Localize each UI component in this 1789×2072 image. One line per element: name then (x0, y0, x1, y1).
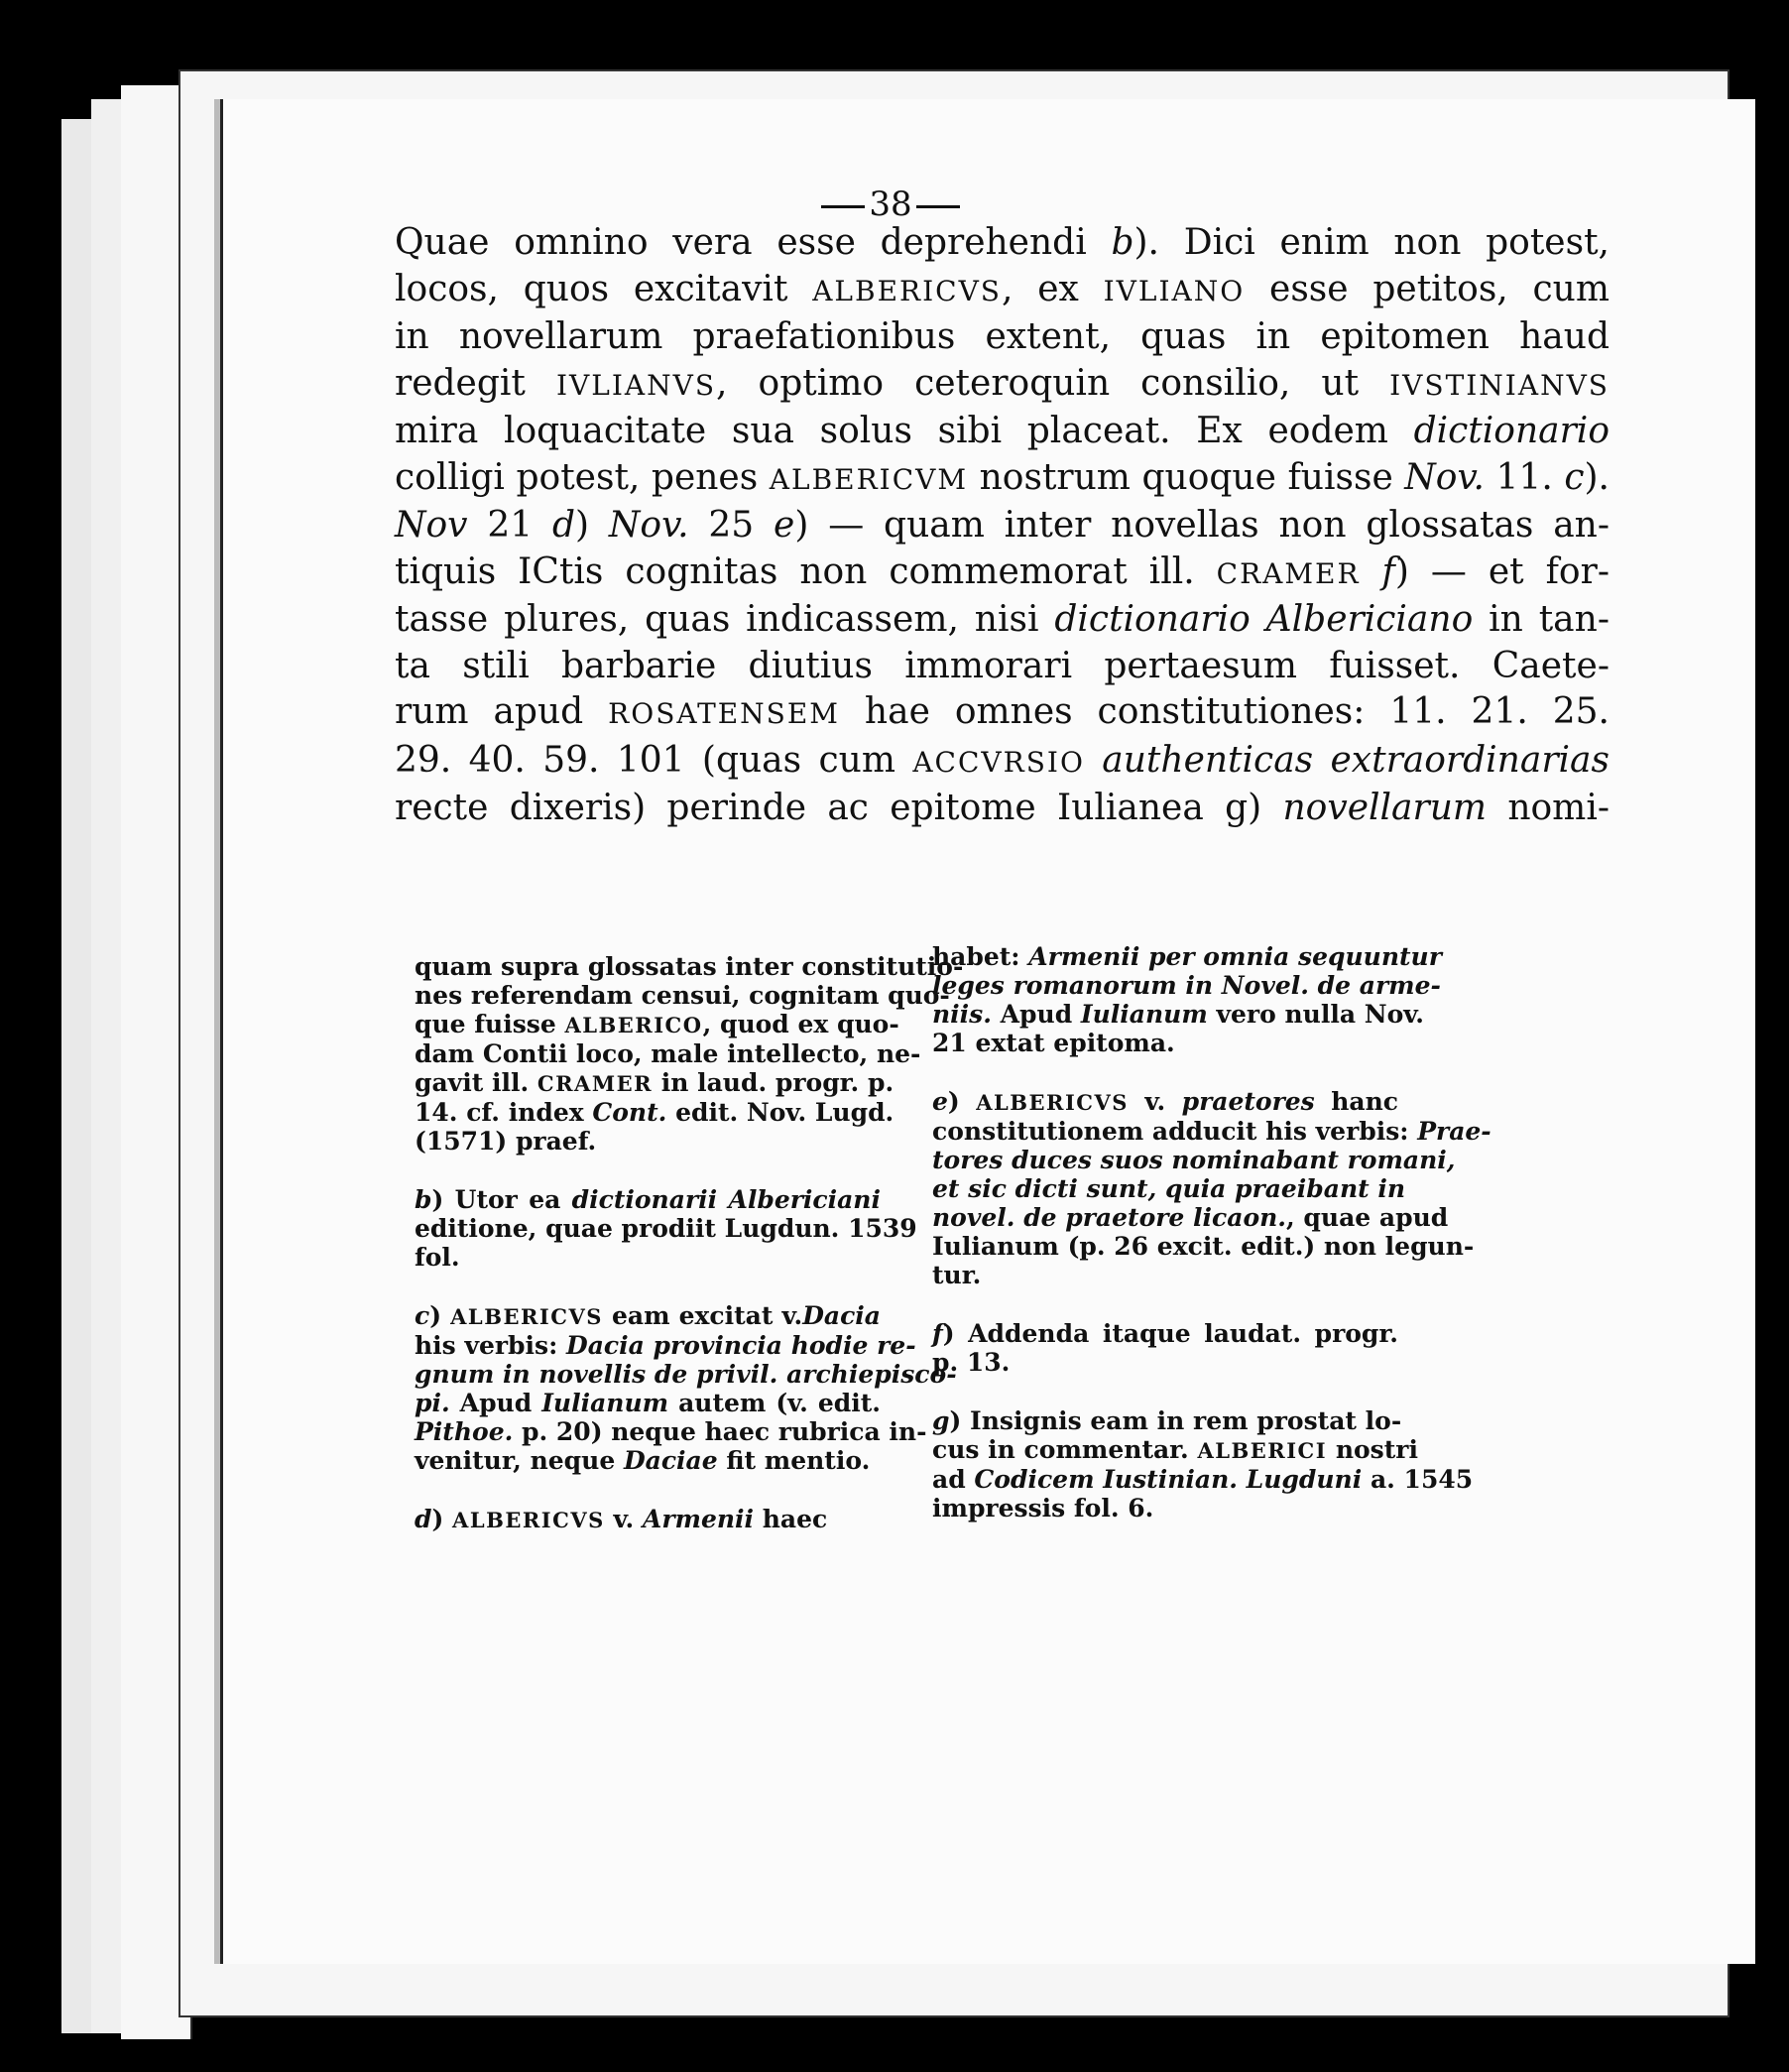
text-run: Quae omnino vera esse deprehendi (395, 222, 1112, 263)
text-run: Apud (991, 1000, 1081, 1029)
text-line (932, 1087, 1398, 1117)
italic-text: dictionario Albericiano (1054, 599, 1474, 640)
text-line (415, 1185, 881, 1214)
italic-text: f (1381, 550, 1395, 592)
text-run (1085, 740, 1102, 781)
text-run: his verbis: (415, 1331, 567, 1360)
footnote (415, 1185, 917, 1272)
italic-text: dictionario (1413, 411, 1610, 451)
italic-text: Armenii per omnia sequuntur (1028, 942, 1442, 971)
italic-text: c (1564, 456, 1585, 498)
text-run: nostrum quoque fuisse (968, 456, 1405, 498)
text-line (932, 1174, 1406, 1203)
text-line (932, 1319, 1398, 1348)
text-line (415, 1331, 916, 1360)
text-run: editione, quae prodiit Lugdun. 1539 (415, 1214, 917, 1243)
text-run: in tan- (1473, 599, 1610, 640)
text-run (1361, 551, 1382, 592)
text-line (415, 952, 964, 981)
footnote (932, 1406, 1474, 1523)
text-line (932, 1261, 1398, 1289)
text-run: ) (429, 1301, 451, 1330)
text-run: 11. (1484, 456, 1565, 498)
italic-text: praetores (1181, 1087, 1315, 1116)
text-run: ) (947, 1087, 977, 1116)
footnote-gap (932, 1289, 1398, 1319)
italic-text: leges romanorum in Novel. de arme- (932, 971, 1441, 1000)
text-run: quam supra glossatas inter constitutio- (415, 952, 964, 981)
text-run: , quod ex quo- (702, 1010, 899, 1038)
text-run: 25 (688, 505, 775, 546)
italic-text: Pithoe. (415, 1417, 514, 1446)
italic-text: tores duces suos nominabant romani, (932, 1146, 1456, 1174)
text-line (395, 455, 1610, 504)
text-run: ) Insignis eam in rem prostat lo- (949, 1406, 1402, 1435)
italic-text: b (415, 1185, 432, 1214)
text-line (932, 1348, 1398, 1377)
text-run: , optimo ceteroquin consilio, ut (716, 362, 1390, 404)
text-line (395, 409, 1610, 455)
small-caps-name: IVLIANVS (555, 368, 717, 402)
text-line (932, 1117, 1491, 1146)
italic-text: Codicem Iustinian. Lugduni (974, 1465, 1363, 1494)
text-run: hae omnes constitutiones: 11. 21. 25. (839, 691, 1610, 732)
text-run: (1571) praef. (415, 1127, 597, 1156)
text-line (395, 267, 1610, 315)
text-line (395, 220, 1610, 267)
text-line (415, 1010, 899, 1039)
italic-text: Dacia provincia hodie re- (566, 1331, 916, 1360)
text-line (395, 597, 1610, 644)
text-run: tasse plures, quas indicassem, nisi (395, 599, 1055, 640)
text-run: haec (754, 1505, 828, 1533)
text-line (415, 1068, 894, 1098)
text-run: nomi- (1487, 788, 1610, 828)
text-line (395, 361, 1610, 410)
footnote (415, 1505, 881, 1534)
small-caps-name: ALBERICVS (976, 1090, 1129, 1115)
text-run: Apud (449, 1389, 542, 1417)
text-run: nes referendam censui, cognitam quo- (415, 981, 950, 1010)
italic-text: Armenii (642, 1505, 755, 1533)
text-line (415, 1243, 881, 1272)
text-run: fit mentio. (717, 1446, 871, 1475)
text-run: dam Contii loco, male intellecto, ne- (415, 1039, 921, 1068)
italic-text: Nov. (1404, 456, 1485, 498)
italic-text: d (415, 1505, 432, 1533)
text-run: recte dixeris) perinde ac epitome Iulianea g) (395, 788, 1283, 828)
text-run: a. 1545 (1362, 1465, 1474, 1494)
text-run: ). (1584, 456, 1610, 498)
text-run: constitutionem adducit his verbis: (932, 1117, 1418, 1146)
italic-text: Nov (395, 505, 468, 546)
italic-text: Daciae (623, 1446, 718, 1475)
text-run: nostri (1327, 1435, 1418, 1464)
text-line (415, 1417, 927, 1446)
text-line (415, 1098, 894, 1127)
text-line (395, 738, 1610, 787)
footnote (932, 1087, 1491, 1289)
text-line (395, 689, 1610, 738)
italic-text: f (932, 1319, 943, 1348)
italic-text: Prae- (1417, 1117, 1491, 1146)
italic-text: dictionarii Albericiani (571, 1185, 881, 1214)
text-run: ). Dici enim non potest, (1133, 222, 1610, 263)
text-line (415, 1127, 881, 1156)
text-run: ) (575, 505, 609, 546)
italic-text: b (1111, 222, 1134, 263)
italic-text: g (932, 1406, 950, 1435)
italic-text: novellarum (1282, 788, 1488, 828)
text-line (932, 1203, 1449, 1232)
text-run: tur. (932, 1261, 982, 1289)
text-run: hanc (1314, 1087, 1398, 1116)
small-caps-name: IVLIANO (1103, 274, 1246, 307)
text-run: rum apud (395, 691, 609, 732)
italic-text: e (932, 1087, 948, 1116)
text-run: 21 (467, 505, 552, 546)
text-line (932, 1465, 1474, 1494)
text-line (395, 549, 1610, 598)
italic-text: Nov. (608, 505, 689, 546)
text-run: esse petitos, cum (1245, 268, 1610, 309)
italic-text: e (774, 505, 795, 546)
footnote-gap (415, 1475, 881, 1505)
footnote-gap (932, 1057, 1398, 1087)
small-caps-name: ALBERICO (564, 1013, 703, 1037)
text-run: in novellarum praefationibus extent, quas in epitomen haud (395, 316, 1610, 357)
text-line (932, 1232, 1475, 1261)
footnote (415, 1301, 957, 1475)
text-run: mira loquacitate sua solus sibi placeat. Ex eodem (395, 411, 1414, 451)
text-run: venitur, neque (415, 1446, 624, 1475)
text-line (415, 1360, 957, 1389)
text-line (932, 1029, 1398, 1057)
text-line (395, 644, 1610, 690)
small-caps-name: ALBERICVM (769, 462, 969, 496)
italic-text: Cont. (592, 1098, 667, 1127)
text-run: tiquis ICtis cognitas non commemorat ill. (395, 550, 1217, 592)
small-caps-name: ALBERICVS (812, 274, 1002, 307)
text-run: ) Utor ea (431, 1185, 572, 1214)
text-run: , ex (1002, 268, 1104, 309)
main-text (395, 220, 1610, 832)
text-line (932, 1435, 1418, 1465)
text-run: autem (v. edit. (668, 1389, 881, 1417)
text-run: ) (431, 1505, 453, 1533)
text-line (395, 314, 1610, 361)
text-run: 14. cf. index (415, 1098, 593, 1127)
text-run: ) — et for- (1394, 550, 1610, 592)
italic-text: c (415, 1301, 430, 1330)
text-run: eam excitat v. (602, 1301, 803, 1330)
text-run: , quae apud (1286, 1203, 1449, 1232)
text-run: que fuisse (415, 1010, 565, 1038)
italic-text: d (551, 505, 576, 546)
text-line (415, 1301, 881, 1331)
text-line (932, 1146, 1456, 1174)
italic-text: novel. de praetore licaon. (932, 1203, 1287, 1232)
text-run: edit. Nov. Lugd. (666, 1098, 894, 1127)
text-line (932, 971, 1441, 1000)
page-number: 38 (816, 184, 965, 224)
small-caps-name: ALBERICVS (450, 1304, 603, 1329)
text-line (415, 1389, 881, 1417)
italic-text: et sic dicti sunt, quia praeibant in (932, 1174, 1406, 1203)
text-line (415, 1214, 917, 1243)
italic-text: pi. (415, 1389, 450, 1417)
footnote-gap (932, 1377, 1398, 1406)
text-run: p. 13. (932, 1348, 1011, 1377)
text-run: v. (604, 1505, 643, 1533)
text-run: vero nulla Nov. (1207, 1000, 1424, 1029)
text-line (932, 1406, 1402, 1435)
italic-text: authenticas extraordinarias (1102, 739, 1610, 781)
small-caps-name: ACCVRSIO (912, 745, 1085, 779)
text-run: cus in commentar. (932, 1435, 1198, 1464)
text-line (415, 1505, 881, 1534)
text-run: impressis fol. 6. (932, 1494, 1154, 1523)
text-run: p. 20) neque haec rubrica in- (513, 1417, 927, 1446)
footnote-gap (415, 1272, 881, 1301)
text-run: colligi potest, penes (395, 456, 770, 498)
footnotes-right-column (932, 942, 1491, 1523)
italic-text: niis. (932, 1000, 992, 1029)
text-line (932, 1000, 1424, 1029)
text-run: 21 extat epitoma. (932, 1029, 1175, 1057)
italic-text: gnum in novellis de privil. archiepisco- (415, 1360, 957, 1389)
small-caps-name: ALBERICI (1197, 1438, 1328, 1463)
small-caps-name: CRAMER (537, 1071, 654, 1096)
italic-text: Dacia (802, 1301, 881, 1330)
footnote (932, 942, 1442, 1057)
text-line (415, 1039, 921, 1068)
text-run: fol. (415, 1243, 460, 1272)
text-run: habet: (932, 942, 1029, 971)
text-run: in laud. progr. p. (653, 1068, 894, 1097)
text-run: locos, quos excitavit (395, 268, 813, 309)
footnote (932, 1319, 1398, 1377)
text-line (415, 981, 950, 1010)
text-run: redegit (395, 362, 556, 404)
small-caps-name: IVSTINIANVS (1389, 368, 1610, 402)
text-line (415, 1446, 881, 1475)
text-run: ) — quam inter novellas non glossatas an- (794, 505, 1610, 546)
text-run: ad (932, 1465, 975, 1494)
small-caps-name: ROSATENSEM (608, 697, 840, 730)
text-line (932, 1494, 1398, 1523)
text-run: Iulianum (p. 26 excit. edit.) non legun- (932, 1232, 1475, 1261)
text-run: ) Addenda itaque laudat. progr. (942, 1319, 1398, 1348)
text-run: gavit ill. (415, 1068, 537, 1097)
small-caps-name: ALBERICVS (452, 1508, 605, 1532)
text-line (932, 942, 1442, 971)
text-line (395, 503, 1610, 549)
small-caps-name: CRAMER (1216, 556, 1361, 590)
italic-text: Iulianum (541, 1389, 669, 1417)
text-run: 29. 40. 59. 101 (quas cum (395, 739, 913, 781)
text-line (395, 786, 1610, 832)
italic-text: Iulianum (1080, 1000, 1208, 1029)
footnote-gap (415, 1156, 881, 1185)
text-run: ta stili barbarie diutius immorari pertaesum fuisset. Caete- (395, 645, 1610, 686)
text-run: v. (1128, 1087, 1182, 1116)
